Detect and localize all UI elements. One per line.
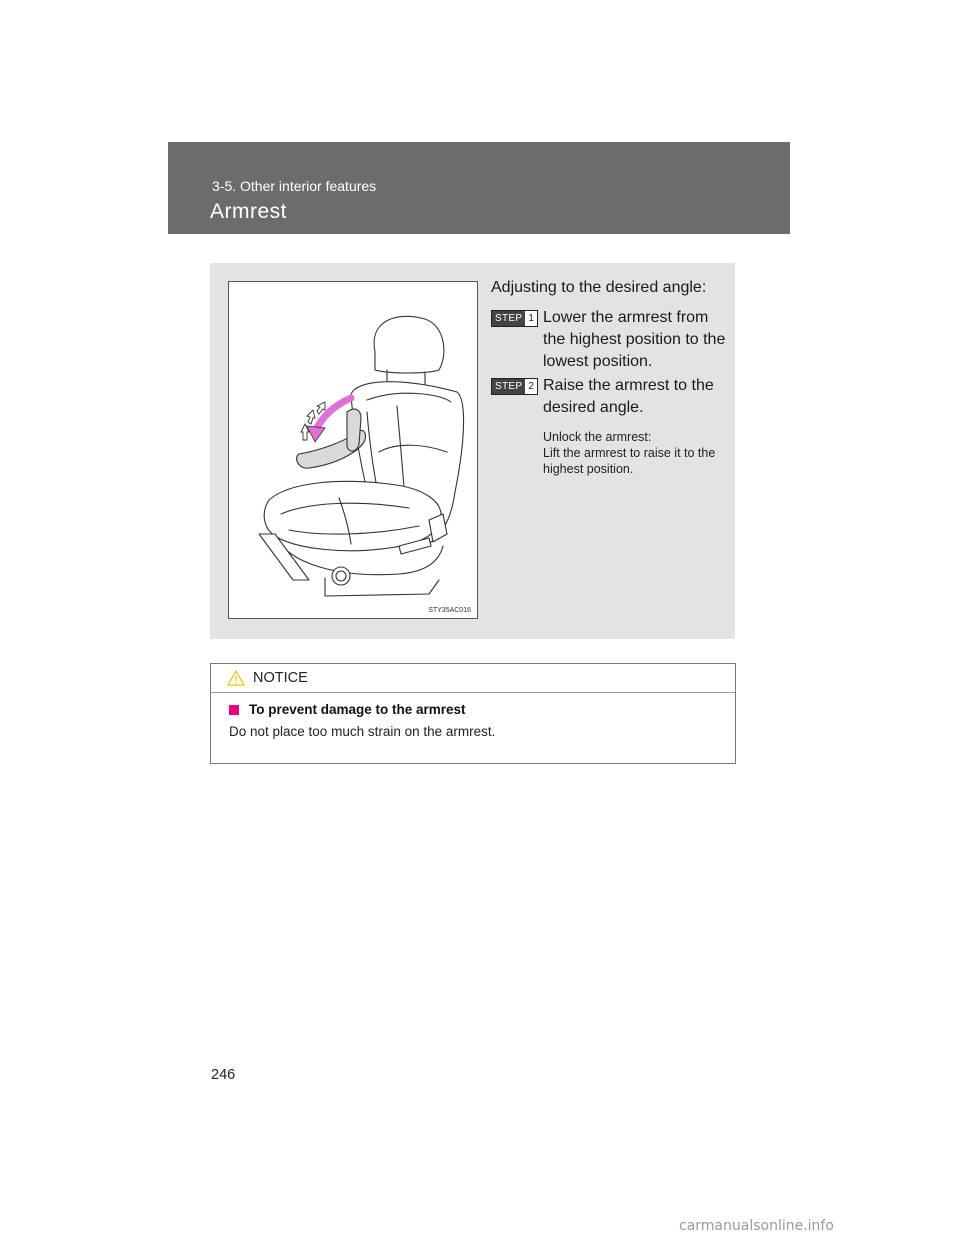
seat-figure: [228, 281, 478, 619]
unlock-note-line1: Unlock the armrest:: [543, 430, 652, 444]
page-number: 246: [211, 1067, 236, 1083]
instruction-panel: [210, 263, 735, 639]
step-1-badge: [491, 310, 538, 327]
car-seat-armrest-illustration: [229, 282, 477, 618]
step-1: [491, 307, 731, 373]
notice-title: NOTICE: [253, 670, 308, 686]
unlock-note-line2: Lift the armrest to raise it to the highest position.: [543, 446, 716, 476]
step-2: [491, 375, 731, 419]
warning-triangle-icon: [227, 670, 245, 686]
step-2-badge-word: STEP: [492, 379, 525, 394]
step-1-badge-number: 1: [525, 311, 537, 326]
notice-text: Do not place too much strain on the armrest.: [229, 724, 496, 739]
watermark: carmanualsonline.info: [679, 1218, 834, 1234]
step-2-badge: [491, 378, 538, 395]
unlock-note: [543, 429, 731, 477]
figure-code: STY35AC016: [428, 607, 471, 614]
notice-body: [211, 702, 735, 739]
step-1-text: Lower the armrest from the highest position to the lowest position.: [543, 309, 726, 370]
intro-text: Adjusting to the desired angle:: [491, 279, 707, 296]
step-2-badge-number: 2: [525, 379, 537, 394]
step-1-badge-word: STEP: [492, 311, 525, 326]
page-title: Armrest: [210, 200, 287, 223]
instruction-content: [491, 277, 731, 477]
section-label: 3-5. Other interior features: [212, 178, 377, 194]
chapter-header: [168, 142, 790, 234]
notice-heading: [229, 702, 735, 717]
notice-box: [210, 663, 736, 764]
notice-header: [211, 664, 735, 693]
notice-heading-text: To prevent damage to the armrest: [249, 702, 466, 717]
step-2-text: Raise the armrest to the desired angle.: [543, 377, 714, 416]
square-bullet-icon: [229, 705, 239, 715]
